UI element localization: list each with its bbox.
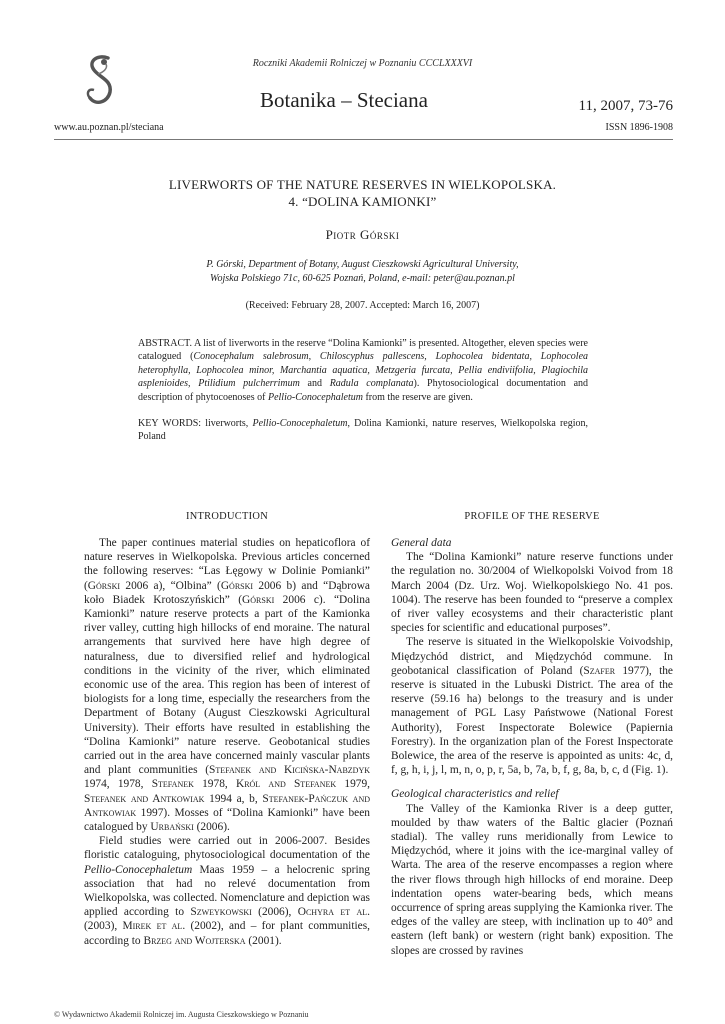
article-title-line-1: LIVERWORTS OF THE NATURE RESERVES IN WIELKOPOLSKA. — [168, 177, 557, 192]
general-data-paragraph-1: The “Dolina Kamionki” nature reserve functions under the regulation no. 30/2004 of Wielkopolski Voivod from 18 March 2004 (Dz. Urz. Woj. Wielkopolskiego No. 41 pos. 1004). The reserve has been founded to “preserve a complex of river valley ecosystems and their characteristic plant species for scientific and educational purposes”. — [391, 551, 673, 635]
introduction-paragraph-2: Field studies were carried out in 2006-2007. Besides floristic cataloguing, phytosociological documentation of the Pellio-Conocephaletum Maas 1959 – a helocrenic spring association that had no relevé documentation from Wielkopolska, was collected. Nomenclature and depiction was applied according to Szweykowski (2006), Ochyra et al. (2003), Mirek et al. (2002), and – for plant communities, according to Brzeg and Wojterska (2001). — [84, 835, 370, 947]
introduction-heading: INTRODUCTION — [185, 511, 269, 522]
abstract: ABSTRACT. A list of liverworts in the reserve “Dolina Kamionki” is presented. Altogether, eleven species were catalogued (Conocephalum salebrosum, Chiloscyphus pallescens, Lophocolea bidentata, Lophocolea heterophylla, Lophocolea minor, Marchantia aquatica, Metzgeria furcata, Pellia endiviifolia, Plagiochila asplenioides, Ptilidium pulcherrimum and Radula complanata). Phytosociological documentation and description of phytocoenoses of Pellio-Conocephaletum from the reserve are given. — [138, 338, 589, 403]
issn: ISSN 1896-1908 — [605, 122, 673, 133]
right-column — [391, 510, 673, 958]
general-data-subheading: General data — [391, 537, 452, 549]
keywords: KEY WORDS: liverworts, Pellio-Conocephaletum, Dolina Kamionki, nature reserves, Wielkopolska region, Poland — [138, 418, 588, 443]
author-name: Piotr Górski — [325, 227, 400, 242]
affiliation-line-1: P. Górski, Department of Botany, August Cieszkowski Agricultural University, — [206, 259, 519, 270]
journal-name: Roczniki Akademii Rolniczej w Poznaniu CCCLXXXVI — [252, 58, 473, 69]
geology-paragraph: The Valley of the Kamionka River is a deep gutter, moulded by thaw waters of the Baltic glacier (Poznań stadial). The valley runs meridionally from Lewice to Międzychód, where it joins with the ice-marginal valley of Warta. The area of the reserve encompasses a region where the river flows through high hillocks of end moraine. Deep indentation opens water-bearing beds, which means occurrence of spring areas supplying the Kamionka river. The edges of the valley are steep, with inclination up to 40° and eastern (left bank) or western (right bank) exposition. The slopes are crossed by ravines — [391, 802, 673, 957]
article-title-line-2: 4. “DOLINA KAMIONKI” — [288, 194, 437, 209]
profile-heading: PROFILE OF THE RESERVE — [464, 511, 600, 522]
left-column — [84, 510, 370, 948]
spacer — [391, 777, 673, 787]
affiliation-line-2: Wojska Polskiego 71c, 60-625 Poznań, Poland, e-mail: peter@au.poznan.pl — [210, 273, 515, 284]
introduction-paragraph-1: The paper continues material studies on hepaticoflora of nature reserves in Wielkopolska. Previous articles concerned the following reserves: “Las Łęgowy w Dolinie Pomianki” (Górski 2006 a), “Olbina” (Górski 2006 b) and “Dąbrowa koło Biadek Krotoszyńskich” (Górski 2006 c). “Dolina Kamionki” nature reserve protects a part of the Kamionka river valley, cutting high hillocks of end moraine. The natural arrangements that survived here have high degree of naturalness, due to diversified relief and hydrological conditions in the vicinity of the river, which eliminated economic use of the area. This region has been of interest of biologists for a long time, especially the researchers from the Department of Botany (August Cieszkowski Agricultural University). Their efforts have resulted in establishing the “Dolina Kamionki” nature reserve. Geobotanical studies carried out in the area have concerned mainly vascular plants and plant communities (Stefanek and Kicińska-Nabzdyk 1974, 1978, Stefanek 1978, Król and Stefanek 1979, Stefanek and Antkowiak 1994 a, b, Stefanek-Pańczuk and Antkowiak 1997). Mosses of “Dolina Kamionki” have been catalogued by Urbański (2006). — [84, 537, 371, 834]
volume-info: 11, 2007, 73-76 — [578, 98, 673, 114]
journal-title: Botanika – Steciana — [260, 88, 428, 112]
journal-url[interactable]: www.au.poznan.pl/steciana — [54, 122, 164, 133]
received-dates: (Received: February 28, 2007. Accepted: March 16, 2007) — [245, 300, 480, 311]
journal-logo-icon — [82, 52, 118, 110]
general-data-paragraph-2: The reserve is situated in the Wielkopolskie Voivodship, Międzychód district, and Międzychód commune. In geobotanical classification of Poland (Szafer 1977), the reserve is situated in the Lubuski District. The area of the reserve (59.16 ha) belongs to the treasury and is under management of PGL Lasy Państwowe (National Forest Authority), Forest Inspectorate Bolewice (Papiernia Forestry). In the organization plan of the Forest Inspectorate Bolewice, the area of the reserve is appointed as units: 4c, d, f, g, h, i, j, l, m, n, o, p, r, 5a, b, 7a, b, f, g, 8a, b, c, d (Fig. 1). — [391, 636, 673, 777]
copyright-footer: © Wydawnictwo Akademii Rolniczej im. Augusta Cieszkowskiego w Poznaniu — [54, 1010, 309, 1019]
article-title — [80, 176, 645, 210]
header-rule — [54, 139, 673, 140]
affiliation — [90, 258, 635, 286]
geology-subheading: Geological characteristics and relief — [391, 788, 559, 801]
